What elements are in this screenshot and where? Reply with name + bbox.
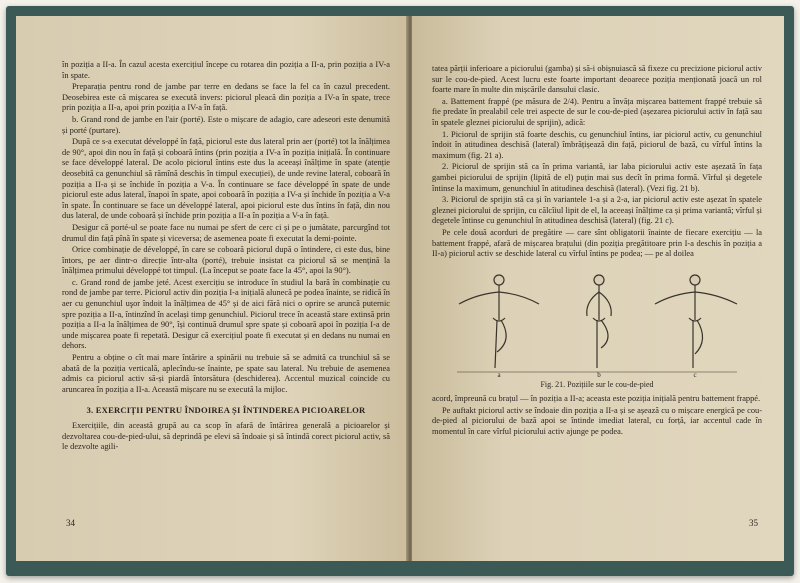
right-paragraph-7: acord, împreună cu brațul — în poziția a II-a; aceasta este poziția inițială pentru battement frappé.: [432, 394, 761, 404]
figure-label-a: a: [497, 370, 501, 378]
left-paragraph-7: c. Grand rond de jambe jeté. Acest exercițiu se introduce în studiul la bară în combinație cu rond de jambe par terre. Piciorul activ din poziția I-a inițială alunecă pe podea înainte, se ridică în aer cu genunchiul uşor îndoit la înălțimea de 45° și de aici fără nici o oprire se aruncă puternic spre poziția a II-a, întinzînd în același timp genunchiul. Piciorul trece în această stare extinsă prin poziția a II-a la înălțimea de 90°, își continuă drumul spre spate și coboară apoi în poziția I-a de unde mișcarea poate fi repetată. Desigur că exercițiul poate fi executat și en dedans nu numai en dehors.: [62, 277, 390, 351]
right-paragraph-2: a. Battement frappé (pe măsura de 2/4). Pentru a învăța mișcarea battement frappé trebuie să fie predate în prealabil cele trei aspecte de sur le cou-de-pied (așezarea piciorului activ în față sau în spatele gleznei piciorului de sprijin), adică:: [432, 96, 762, 127]
right-paragraph-3: 1. Piciorul de sprijin stă foarte deschis, cu genunchiul întins, iar piciorul activ, cu genunchiul îndoit în atitudinea deschisă (lateral) îmbrățișează din față, piciorul de bază, cu vîrful întins la maximum (fig. 21 a).: [432, 129, 762, 160]
open-book: [6, 6, 794, 576]
right-page-number: 35: [749, 518, 758, 529]
left-paragraph-2: Preparația pentru rond de jambe par terre en dedans se face la fel ca în cazul precedent. Deosebirea este că mișcarea se execută invers: piciorul pleacă din poziția a IV-a în spate, trece prin poziția a II-a, apoi prin poziția a IV-a în față.: [62, 82, 390, 113]
left-page: [16, 16, 408, 561]
left-closing-paragraph: Exercițiile, din această grupă au ca scop în afară de întărirea generală a picioarelor și dezvoltarea cou-de-pied-ului, să deprindă pe elevi să îndoaie și să întindă corect piciorul activ, să le dezvolte agili-: [62, 421, 390, 452]
figure-21: [432, 268, 762, 391]
section-heading: 3. EXERCIȚII PENTRU ÎNDOIREA ȘI ÎNTINDEREA PICIOARELOR: [86, 405, 366, 416]
left-paragraph-3: b. Grand rond de jambe en l'air (porté). Este o mișcare de adagio, care adeseori este denumită și porté (purtare).: [62, 114, 390, 135]
dancer-c: [655, 275, 737, 368]
figure-label-b: b: [597, 370, 601, 378]
right-paragraph-5: 3. Piciorul de sprijin stă ca și în variantele 1-a și a 2-a, iar piciorul activ este așezat în spatele gleznei piciorului de sprijin, cu călcîiul lipit de el, la aceeași înălțime ca și prima variantă; vîrful și degetele întinse cu genunchiul în atitudinea deschisă (lateral) (fig. 21 c).: [432, 195, 762, 226]
left-page-number: 34: [66, 518, 75, 529]
dancer-positions-illustration: [447, 268, 747, 378]
right-paragraph-8: Pe auftakt piciorul activ se îndoaie din poziția a II-a și se așează cu o mișcare energică pe cou-de-pied al piciorului de bază apoi se întinde imediat lateral, cu forță, iar accentul cade în momentul în care vîrful piciorului activ ajunge pe podea.: [432, 405, 762, 437]
dancer-b: [587, 275, 612, 368]
right-paragraph-4: 2. Piciorul de sprijin stă ca în prima variantă, iar laba piciorului activ este așezată în fața gambei piciorului de sprijin (lipită de el) puțin mai sus decît în prima formă. Vîrful și degetele întinse la maximum, genunchiul în atitudinea deschisă (lateral). (Vezi fig. 21 b).: [432, 162, 762, 193]
left-paragraph-5: Desigur că porté-ul se poate face nu numai pe sfert de cerc ci și pe o jumătate, parcurgînd tot drumul din față pînă în spate și viceversa; de asemenea poate fi executat la demi-pointe.: [62, 222, 390, 243]
left-paragraph-1: în poziția a II-a. În cazul acesta exercițiul începe cu rotarea din poziția a II-a, prin poziția a IV-a în spate.: [62, 60, 390, 80]
dancer-a: [459, 275, 539, 368]
right-paragraph-6: Pe cele două acorduri de pregătire — care sînt obligatorii înainte de fiecare exercițiu — la battement frappé, afară de mișcarea brațului (din poziția pregătitoare prin I-a deschis în poziția a II-a) piciorul activ se deschide lateral cu vîrful întins pe podea; — pe al doilea: [432, 227, 762, 259]
figure-label-c: c: [693, 370, 697, 378]
left-paragraph-8: Pentru a obține o cît mai mare întărire a spinării nu trebuie să se admită ca trunchiul să se abată de la poziția verticală, aplecîndu-se înainte, pe spate sau lateral. Nu trebuie de asemenea admis ca piciorul activ să-și piardă întorsătura (deschiderea). Accentul muzical coincide cu aruncarea în poziția a II-a. Această mișcare nu se execută la mijloc.: [62, 353, 390, 394]
left-paragraph-6: Orice combinație de développé, în care se coboară piciorul după o întindere, ci este dus, bine întors, pe aer dintr-o direcție într-alta (porté), trebuie insistat ca piciorul să se mențină la înălțimea primului développé tot timpul. (La început se poate face la 45°, apoi la 90°).: [62, 245, 390, 276]
figure-caption: Fig. 21. Pozițiile sur le cou-de-pied: [540, 379, 654, 389]
right-paragraph-1: tatea părții inferioare a piciorului (gamba) și să-i obișnuiască să fixeze cu precizione piciorul activ sur le cou-de-pied. Acest lucru este foarte important deoarece poziția menționată joacă un rol foarte mare în multe din mișcările dansului clasic.: [432, 64, 762, 95]
left-paragraph-4: După ce s-a executat développé în față, piciorul este dus lateral prin aer (porté) tot la înălțimea de 90°, apoi din nou în față și coboară întins (prin poziția a IV-a în poziția inițială. În continuare se face développé lateral. De acolo piciorul întins este dus la aceeași înălțime în spate (atenție deosebită ca genunchiul să rămînă deschis în timpul execuției), de unde revine lateral, coboară în poziția a II-a și se închide în poziția a V-a. În continuare se face développé în spate de unde piciorul este adus lateral, înapoi în spate, apoi coboară în poziția a IV-a și închide în poziția a V-a în spate. În continuare se face un développé lateral, apoi piciorul este dus întins în față, din nou dus lateral, de unde coboară și închide prin poziția a II-a în poziția a V-a în față.: [62, 137, 390, 221]
right-page: [412, 16, 784, 561]
